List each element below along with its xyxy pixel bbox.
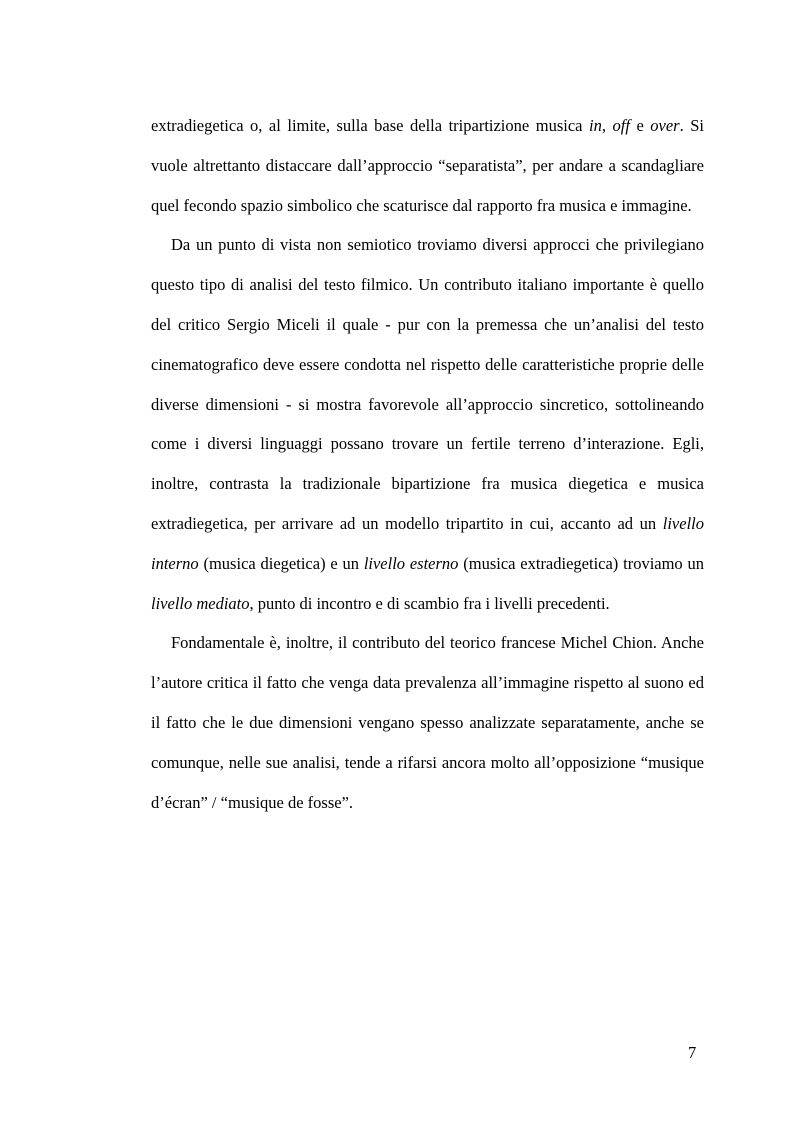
p2-text-2: (musica diegetica) e un: [198, 553, 364, 573]
paragraph-3: [151, 623, 704, 822]
p1-text-1: extradiegetica o, al limite, sulla base della tripartizione musica: [151, 116, 589, 135]
p1-term-off: off: [612, 116, 630, 135]
p2-text-1: Da un punto di vista non semiotico troviamo diversi approcci che privilegiano questo tipo di analisi del testo filmico. Un contributo italiano importante è quello del critico Sergio Miceli il quale - pur con la premessa che un’analisi del testo cinematografico deve essere condotta nel rispetto delle caratteristiche proprie delle diverse dimensioni - si mostra favorevole all’approccio sincretico, sottolineando come i diversi linguaggi possano trovare un fertile terreno d’interazione. Egli, inoltre, contrasta la tradizionale bipartizione fra musica diegetica e musica extradiegetica, per arrivare ad un modello tripartito in cui, accanto ad un: [151, 235, 704, 533]
p1-term-over: over: [650, 116, 680, 135]
p2-term-livello-mediato: livello mediato: [151, 593, 250, 613]
page-body: [151, 106, 704, 822]
p1-text-3: e: [629, 116, 651, 135]
paragraph-1: [151, 106, 704, 225]
p1-term-in: in: [589, 116, 602, 135]
page-number: 7: [688, 1043, 697, 1062]
p2-text-4: , punto di incontro e di scambio fra i livelli precedenti.: [249, 593, 610, 613]
p3-text-1: Fondamentale è, inoltre, il contributo del teorico francese Michel Chion. Anche l’autore critica il fatto che venga data prevalenza all’immagine rispetto al suono ed il fatto che le due dimensioni vengano spesso analizzate separatamente, anche se comunque, nelle sue analisi, tende a rifarsi ancora molto all’opposizione “musique d’écran” / “musique de fosse”.: [151, 633, 704, 812]
p2-text-3: (musica extradiegetica) troviamo un: [458, 553, 704, 573]
paragraph-2: [151, 225, 704, 623]
p1-text-2: ,: [601, 116, 613, 135]
p2-term-livello-interno: livello interno: [151, 513, 704, 573]
p2-term-livello-esterno: livello esterno: [363, 553, 459, 573]
p1-text-4: . Si vuole altrettanto distaccare dall’approccio “separatista”, per andare a scandagliare quel fecondo spazio simbolico che scaturisce dal rapporto fra musica e immagine.: [151, 116, 705, 215]
